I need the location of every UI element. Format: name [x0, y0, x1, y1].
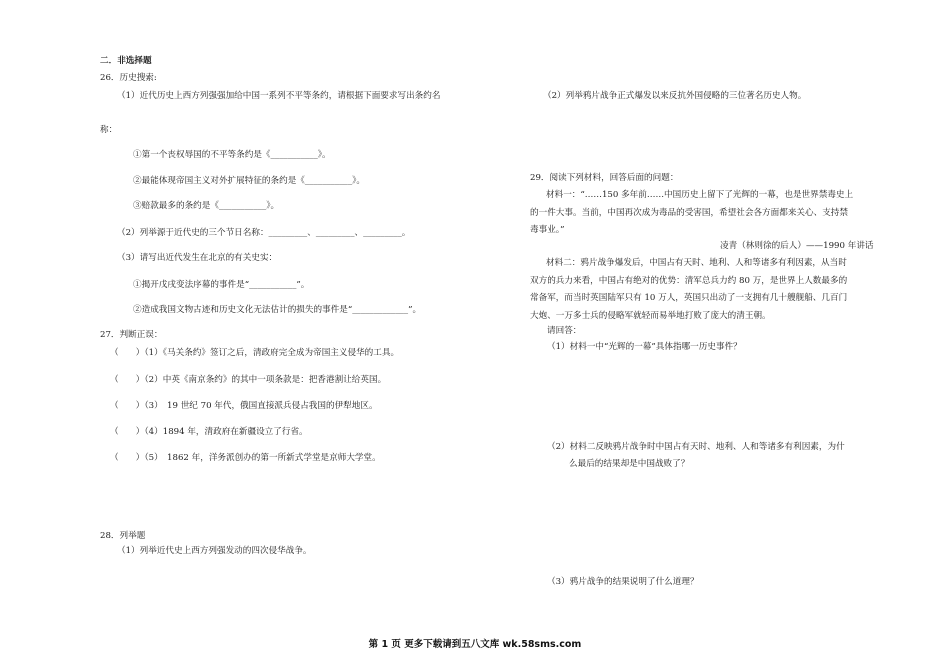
q26-event1: ①揭开戊戌变法序幕的事件是“___________”。 [133, 280, 310, 290]
q28-part1: （1）列举近代史上西方列强发动的四次侵华战争。 [117, 546, 312, 556]
q26-event2: ②造成我国文物古迹和历史文化无法估计的损失的事件是“_____________”。 [133, 305, 422, 315]
q29-sub3: （3）鸦片战争的结果说明了什么道理？ [547, 577, 699, 587]
q29-title: 29．阅读下列材料，回答后面的问题： [530, 173, 679, 183]
q27-item-2: （ ）（2）中英《南京条约》的其中一项条款是：把香港割让给英国。 [110, 375, 387, 385]
q26-part1: （1）近代历史上西方列强强加给中国一系列不平等条约，请根据下面要求写出条约名 [117, 91, 441, 101]
q26-part2: （2）列举源于近代史的三个节日名称：_________、_________、_________。 [117, 228, 411, 238]
q28-part2: （2）列举鸦片战争正式爆发以来反抗外国侵略的三位著名历史人物。 [543, 91, 807, 101]
q29-material1-source: 凌青（林则徐的后人）——1990 年讲话 [720, 241, 874, 251]
q26-title: 26．历史搜索: [100, 73, 157, 83]
page-footer: 第 1 页 更多下载请到五八文库 wk.58sms.com [368, 639, 582, 650]
q26-part1-cont: 称： [100, 125, 118, 135]
q27-item-4: （ ）（4）1894 年，清政府在新疆设立了行省。 [110, 427, 308, 437]
q29-sub2: （2）材料二反映鸦片战争时中国占有天时、地利、人和等诸多有利因素，为什 [547, 442, 845, 452]
q26-answer3: ③赔款最多的条约是《___________》。 [133, 201, 280, 211]
q26-answer1: ①第一个丧权辱国的不平等条约是《___________》。 [133, 150, 331, 160]
q27-item-1: （ ）（1）《马关条约》签订之后，清政府完全成为帝国主义侵华的工具。 [110, 348, 400, 358]
section-heading: 二．非选择题 [100, 56, 152, 66]
q29-sub2-cont: 么最后的结果却是中国战败了？ [569, 459, 690, 469]
q26-answer2: ②最能体现帝国主义对外扩展特征的条约是《___________》。 [133, 176, 366, 186]
q27-title: 27．判断正误： [100, 330, 163, 340]
q27-item-5: （ ）（5） 1862 年，洋务派创办的第一所新式学堂是京师大学堂。 [110, 453, 381, 463]
q28-title: 28．列举题 [100, 531, 146, 541]
q29-material2: 材料二：鸦片战争爆发后，中国占有天时、地利、人和等诸多有利因素，从当时双方的兵力来看，中国占有绝对的优势：清军总兵力约 80 万，是世界上人数最多的常备军，而当时英国陆军只有 10 万人，英国只出动了一支拥有几十艘舰船、几百门大炮、一万多士兵的侵略军就轻而易举地打败了庞大的清王朝。 [530, 258, 848, 321]
q29-sub1: （1）材料一中“光辉的一幕”具体指哪一历史事件？ [547, 342, 742, 352]
q27-item-3: （ ）（3） 19 世纪 70 年代，俄国直接派兵侵占我国的伊犁地区。 [110, 401, 378, 411]
q29-material1: 材料一：“……150 多年前……中国历史上留下了光辉的一幕，也是世界禁毒史上的一件大事。当前，中国再次成为毒品的受害国，希望社会各方面都来关心、支持禁毒事业。” [530, 190, 854, 235]
q29-ask: 请回答： [547, 326, 582, 336]
q26-part3: （3）请写出近代发生在北京的有关史实： [117, 253, 278, 263]
